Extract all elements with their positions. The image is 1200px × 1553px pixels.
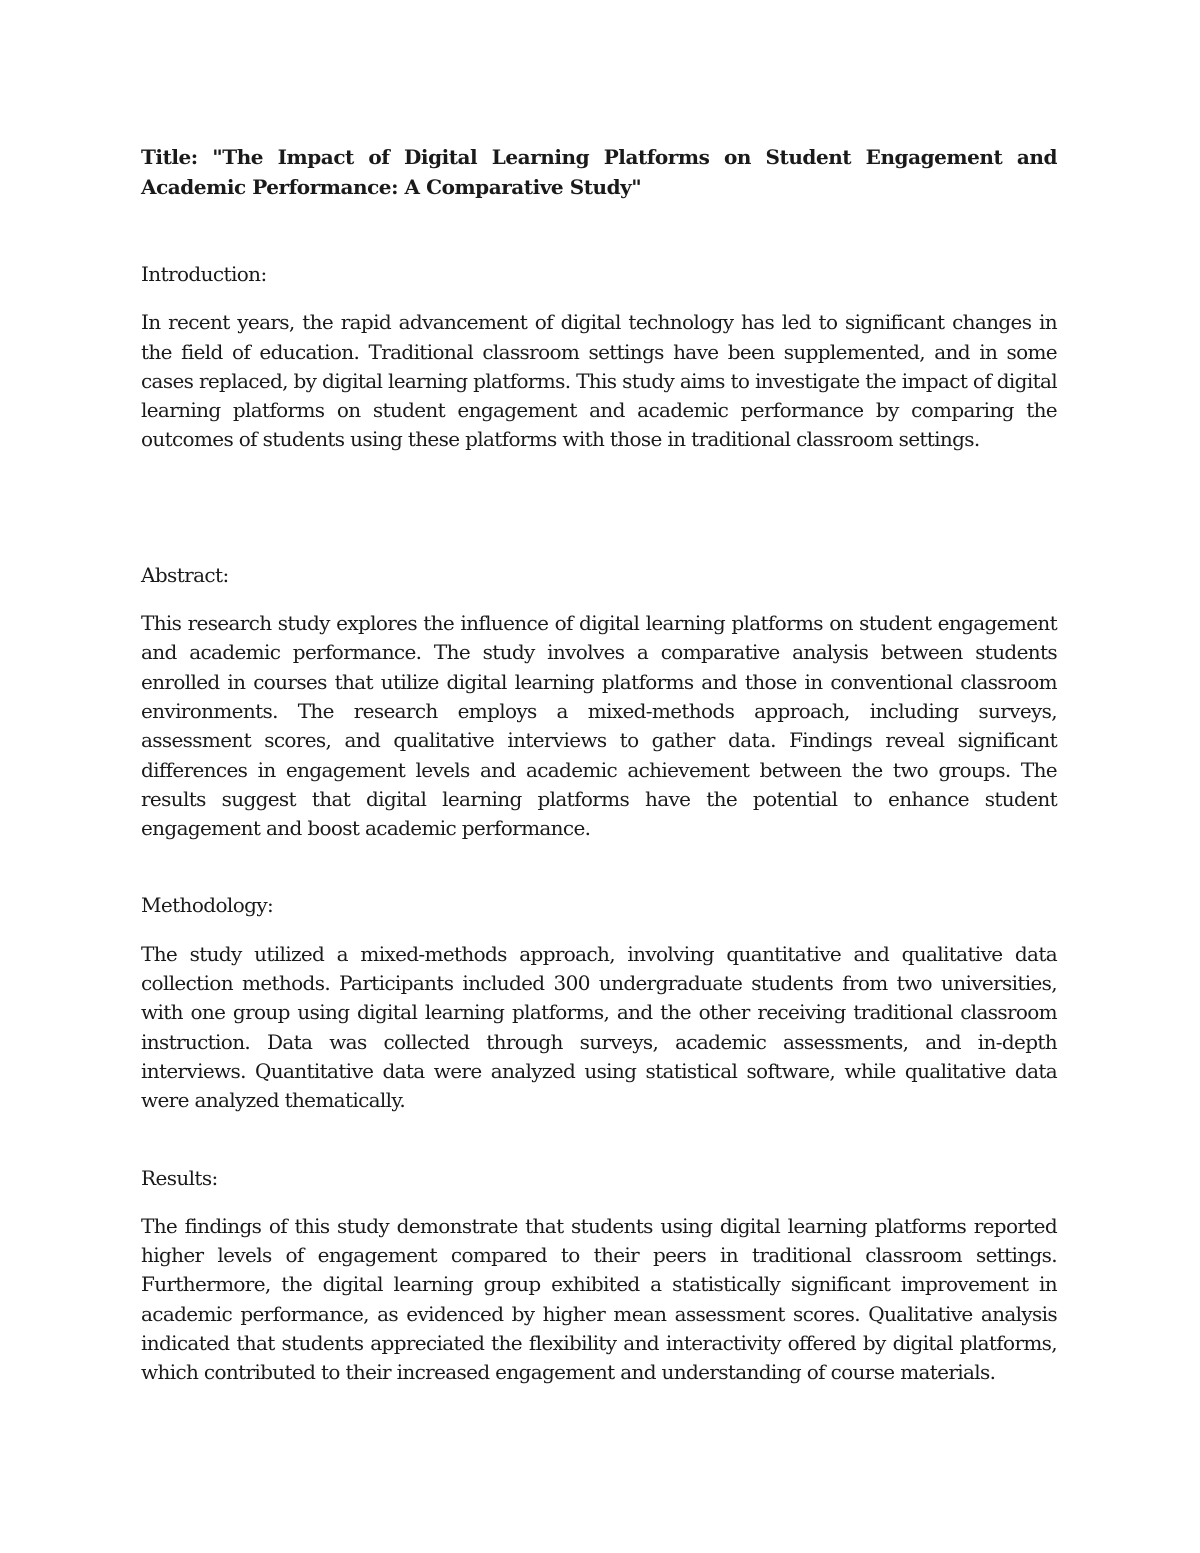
document-title: Title: "The Impact of Digital Learning Platforms on Student Engagement and Academic Performance: A Comparative Study" (141, 145, 1057, 199)
spacer (141, 590, 1057, 609)
section-heading-results: Results: (141, 1165, 218, 1190)
section-heading-introduction: Introduction: (141, 262, 267, 286)
section-heading-methodology: Methodology: (141, 893, 274, 918)
spacer (141, 843, 1057, 891)
document-content (141, 143, 1057, 1388)
spacer (141, 1193, 1057, 1212)
spacer (141, 202, 1057, 260)
spacer (141, 289, 1057, 308)
section-body-introduction: In recent years, the rapid advancement of digital technology has led to significant changes in the field of education. Traditional classroom settings have been supplemented, and in some cases replaced, by digital learning platforms. This study aims to investigate the impact of digital learning platforms on student engagement and academic performance by comparing the outcomes of students using these platforms with those in traditional classroom settings. (141, 310, 1057, 452)
spacer (141, 455, 1057, 561)
spacer (141, 921, 1057, 940)
section-body-abstract: This research study explores the influence of digital learning platforms on student engagement and academic performance. The study involves a comparative analysis between students enrolled in courses that utilize digital learning platforms and those in conventional classroom environments. The research employs a mixed-methods approach, including surveys, assessment scores, and qualitative interviews to gather data. Findings reveal significant differences in engagement levels and academic achievement between the two groups. The results suggest that digital learning platforms have the potential to enhance student engagement and boost academic performance. (141, 611, 1057, 841)
spacer (141, 1116, 1057, 1164)
section-body-results: The findings of this study demonstrate that students using digital learning platforms reported higher levels of engagement compared to their peers in traditional classroom settings. Furthermore, the digital learning group exhibited a statistically significant improvement in academic performance, as evidenced by higher mean assessment scores. Qualitative analysis indicated that students appreciated the flexibility and interactivity offered by digital platforms, which contributed to their increased engagement and understanding of course materials. (141, 1213, 1057, 1385)
section-heading-abstract: Abstract: (141, 562, 229, 587)
section-body-methodology: The study utilized a mixed-methods approach, involving quantitative and qualitative data collection methods. Participants included 300 undergraduate students from two universities, with one group using digital learning platforms, and the other receiving traditional classroom instruction. Data was collected through surveys, academic assessments, and in-depth interviews. Quantitative data were analyzed using statistical software, while qualitative data were analyzed thematically. (141, 941, 1057, 1113)
